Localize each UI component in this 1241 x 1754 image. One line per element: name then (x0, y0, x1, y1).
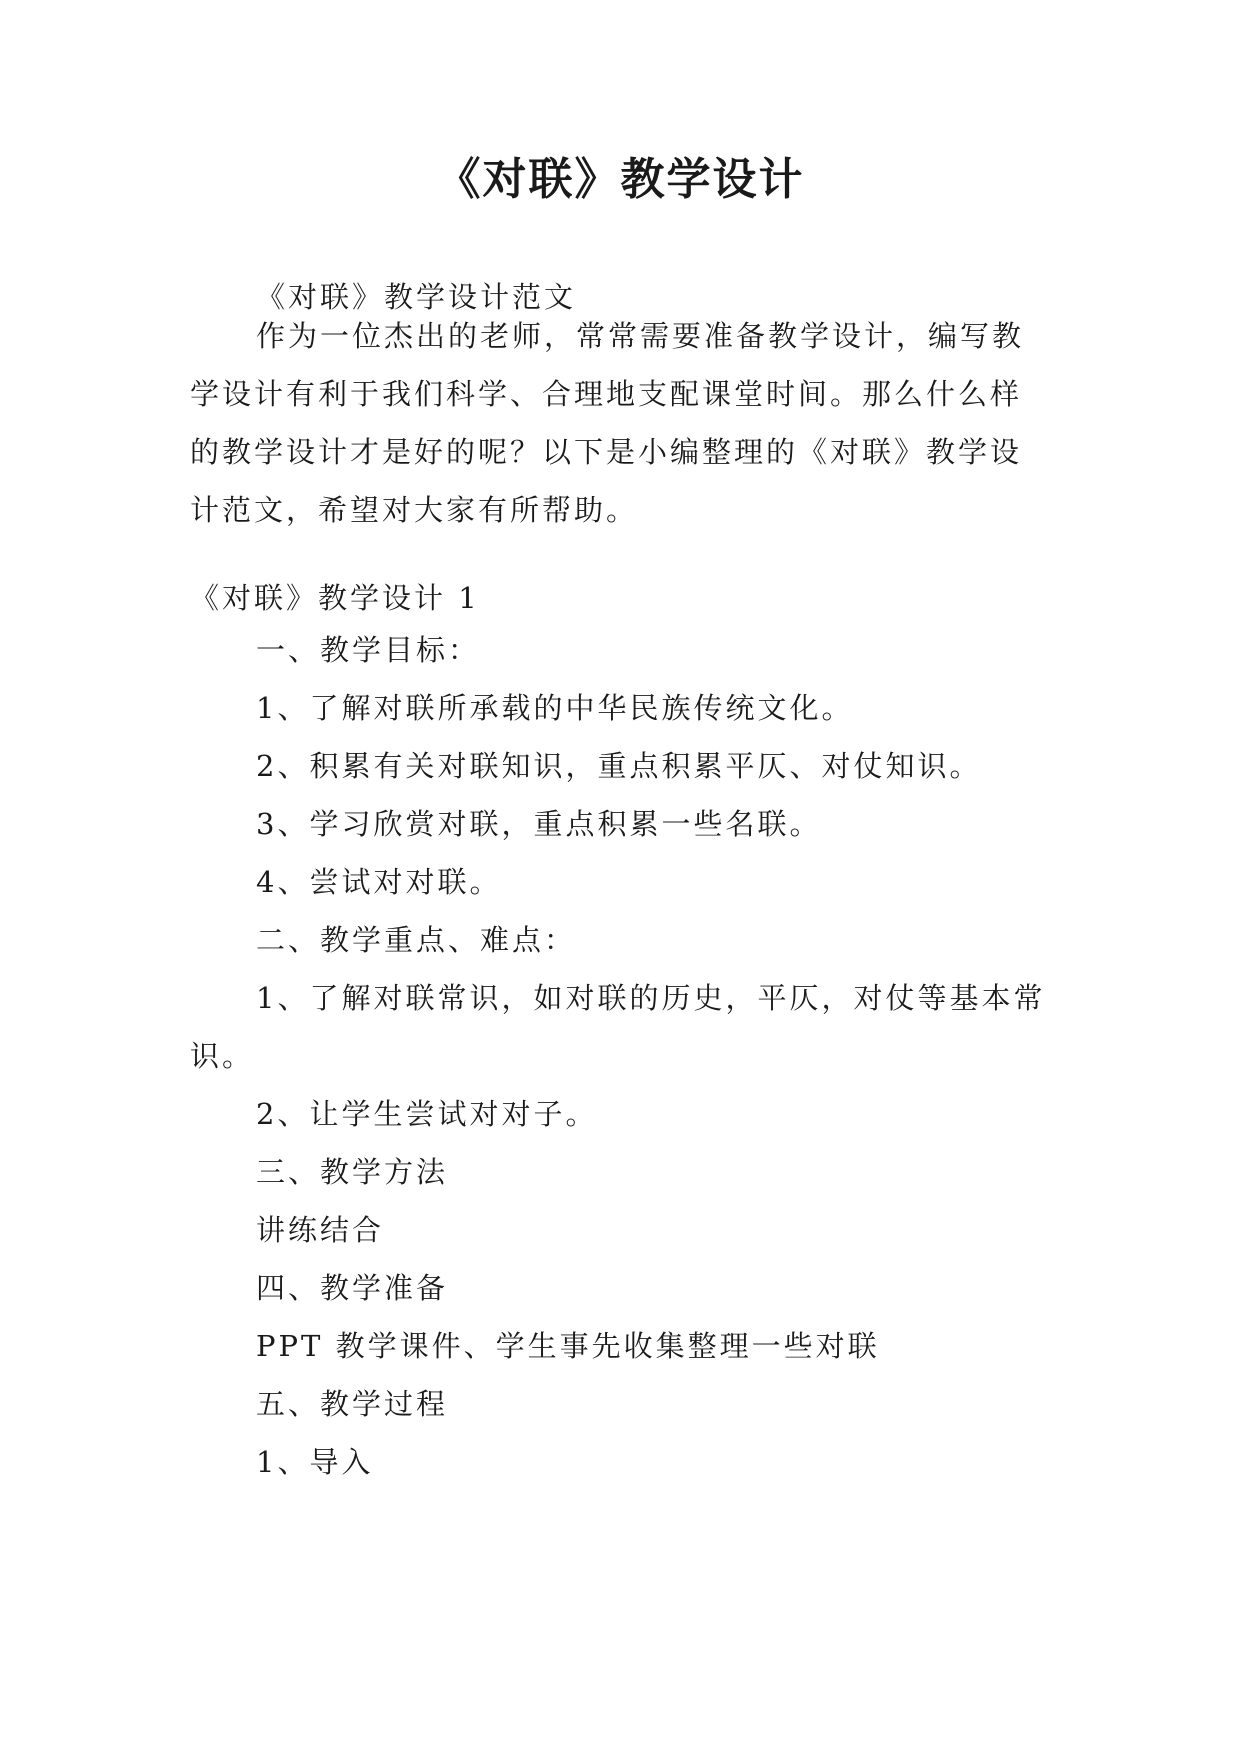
line-objectives-heading: 一、教学目标： (256, 633, 481, 667)
line-method: 讲练结合 (256, 1213, 385, 1247)
line-objective-3: 3、学习欣赏对联，重点积累一些名联。 (256, 807, 822, 841)
line-keypoint-2: 2、让学生尝试对对子。 (256, 1097, 598, 1131)
intro-paragraph: 作为一位杰出的老师，常常需要准备教学设计，编写教学设计有利于我们科学、合理地支配课堂时间。那么什么样的教学设计才是好的呢？以下是小编整理的《对联》教学设计范文，希望对大家有所帮助。 (190, 319, 1025, 527)
line-preparation-heading: 四、教学准备 (256, 1271, 449, 1305)
document-title: 《对联》教学设计 (436, 154, 805, 205)
line-process-step-1: 1、导入 (256, 1445, 374, 1479)
line-keypoint-1: 1、了解对联常识，如对联的历史，平仄，对仗等基本常识。 (190, 981, 1046, 1073)
lesson-content (190, 621, 1050, 1491)
line-methods-heading: 三、教学方法 (256, 1155, 449, 1189)
section-heading: 《对联》教学设计 1 (190, 581, 480, 615)
line-objective-4: 4、尝试对对联。 (256, 865, 502, 899)
line-keypoints-heading: 二、教学重点、难点： (256, 923, 577, 957)
line-objective-2: 2、积累有关对联知识，重点积累平仄、对仗知识。 (256, 749, 982, 783)
line-objective-1: 1、了解对联所承载的中华民族传统文化。 (256, 691, 854, 725)
subtitle: 《对联》教学设计范文 (256, 280, 577, 314)
line-preparation: PPT 教学课件、学生事先收集整理一些对联 (256, 1329, 880, 1363)
line-process-heading: 五、教学过程 (256, 1387, 449, 1421)
